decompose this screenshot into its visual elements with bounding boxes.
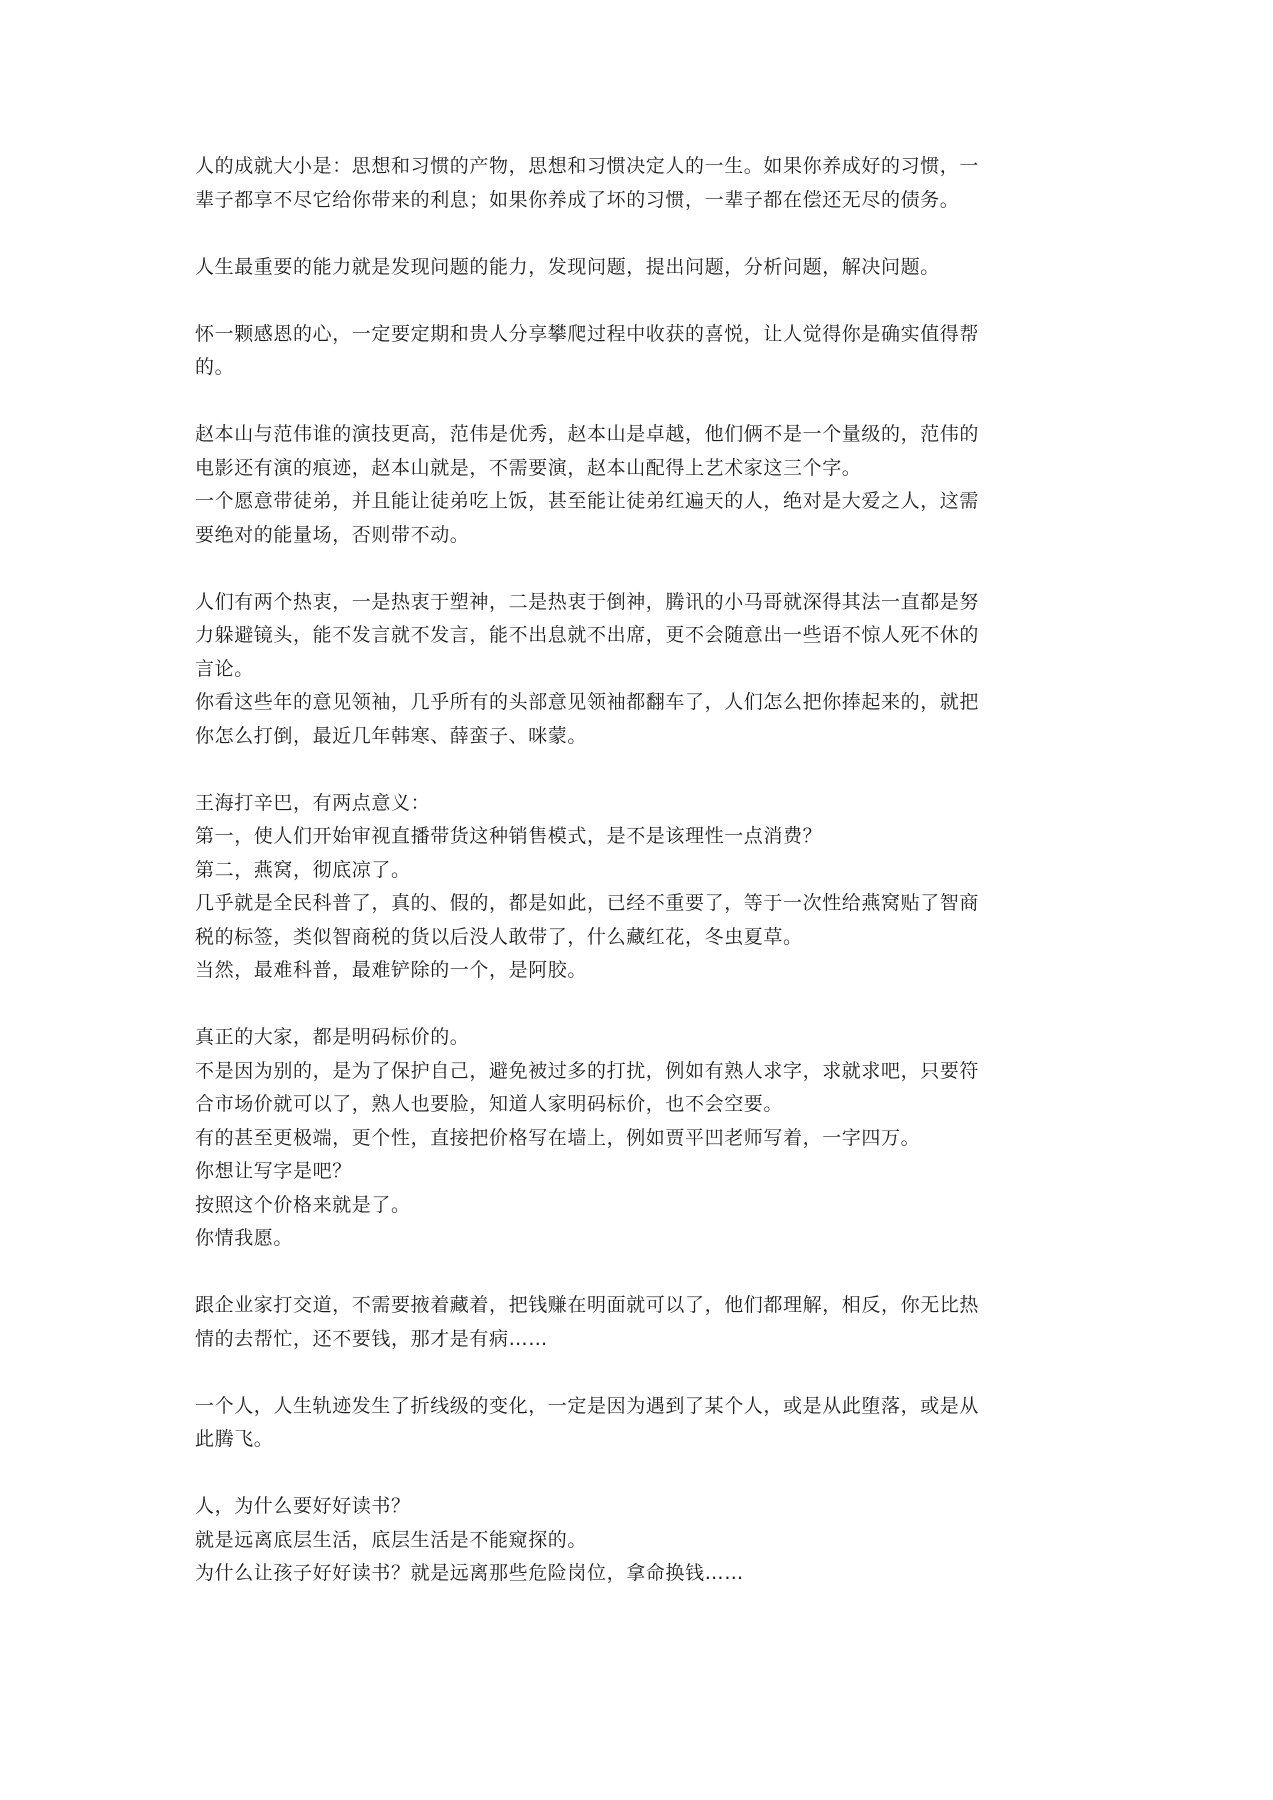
text-line: 电影还有演的痕迹，赵本山就是，不需要演，赵本山配得上艺术家这三个字。 xyxy=(195,456,862,479)
text-line: 你情我愿。 xyxy=(195,1227,294,1249)
paragraph-gratitude xyxy=(195,318,1095,385)
text-line: 要绝对的能量场，否则带不动。 xyxy=(195,523,470,546)
text-line: 王海打辛巴，有两点意义： xyxy=(195,791,431,814)
text-line: 税的标签，类似智商税的货以后没人敢带了，什么藏红花，冬虫夏草。 xyxy=(195,925,803,948)
paragraph-life-trajectory xyxy=(195,1390,1095,1457)
paragraph-idols xyxy=(195,586,1095,754)
text-line: 你看这些年的意见领袖，几乎所有的头部意见领袖都翻车了，人们怎么把你捧起来的，就把 xyxy=(195,691,980,713)
text-line: 不是因为别的，是为了保护自己，避免被过多的打扰，例如有熟人求字，求就求吧，只要符 xyxy=(195,1059,980,1082)
paragraph-habits xyxy=(195,150,1095,217)
text-line: 第一，使人们开始审视直播带货这种销售模式，是不是该理性一点消费？ xyxy=(195,825,823,847)
text-line: 人的成就大小是：思想和习惯的产物，思想和习惯决定人的一生。如果你养成好的习惯，一 xyxy=(195,155,980,177)
text-line: 你怎么打倒，最近几年韩寒、薛蛮子、咪蒙。 xyxy=(195,724,588,747)
paragraph-livestream xyxy=(195,787,1095,988)
text-line: 赵本山与范伟谁的演技更高，范伟是优秀，赵本山是卓越，他们俩不是一个量级的，范伟的 xyxy=(195,423,980,445)
paragraph-problem-solving xyxy=(195,251,1095,285)
text-line: 力躲避镜头，能不发言就不发言，能不出息就不出席，更不会随意出一些语不惊人死不休的 xyxy=(195,624,980,646)
text-line: 按照这个价格来就是了。 xyxy=(195,1193,411,1216)
text-line: 的。 xyxy=(195,356,235,378)
text-line: 人生最重要的能力就是发现问题的能力，发现问题，提出问题，分析问题，解决问题。 xyxy=(195,255,940,278)
text-line: 跟企业家打交道，不需要掖着藏着，把钱赚在明面就可以了，他们都理解，相反，你无比热 xyxy=(195,1294,980,1316)
text-line: 为什么让孩子好好读书？就是远离那些危险岗位，拿命换钱…… xyxy=(195,1562,744,1584)
text-line: 言论。 xyxy=(195,657,254,680)
text-line: 你想让写字是吧？ xyxy=(195,1160,352,1182)
text-line: 一个愿意带徒弟，并且能让徒弟吃上饭，甚至能让徒弟红遍天的人，绝对是大爱之人，这需 xyxy=(195,490,980,512)
text-line: 人们有两个热衷，一是热衷于塑神，二是热衷于倒神，腾讯的小马哥就深得其法一直都是努 xyxy=(195,590,980,613)
text-line: 此腾飞。 xyxy=(195,1428,274,1450)
text-line: 辈子都享不尽它给你带来的利息；如果你养成了坏的习惯，一辈子都在偿还无尽的债务。 xyxy=(195,188,960,211)
paragraph-zhao-benshan xyxy=(195,418,1095,552)
text-line: 几乎就是全民科普了，真的、假的，都是如此，已经不重要了，等于一次性给燕窝贴了智商 xyxy=(195,892,980,914)
text-line: 就是远离底层生活，底层生活是不能窥探的。 xyxy=(195,1528,588,1551)
text-line: 合市场价就可以了，熟人也要脸，知道人家明码标价，也不会空要。 xyxy=(195,1093,784,1115)
text-line: 情的去帮忙，还不要钱，那才是有病…… xyxy=(195,1327,548,1350)
text-line: 真正的大家，都是明码标价的。 xyxy=(195,1026,470,1048)
paragraph-pricing xyxy=(195,1021,1095,1256)
document-body xyxy=(195,150,1095,1624)
text-line: 当然，最难科普，最难铲除的一个，是阿胶。 xyxy=(195,959,588,981)
text-line: 有的甚至更极端，更个性，直接把价格写在墙上，例如贾平凹老师写着，一字四万。 xyxy=(195,1126,921,1149)
text-line: 怀一颗感恩的心，一定要定期和贵人分享攀爬过程中收获的喜悦，让人觉得你是确实值得帮 xyxy=(195,322,980,345)
paragraph-reading xyxy=(195,1490,1095,1591)
paragraph-entrepreneurs xyxy=(195,1289,1095,1356)
text-line: 一个人，人生轨迹发生了折线级的变化，一定是因为遇到了某个人，或是从此堕落，或是从 xyxy=(195,1394,980,1417)
text-line: 第二，燕窝，彻底凉了。 xyxy=(195,858,411,881)
text-line: 人，为什么要好好读书？ xyxy=(195,1495,411,1517)
